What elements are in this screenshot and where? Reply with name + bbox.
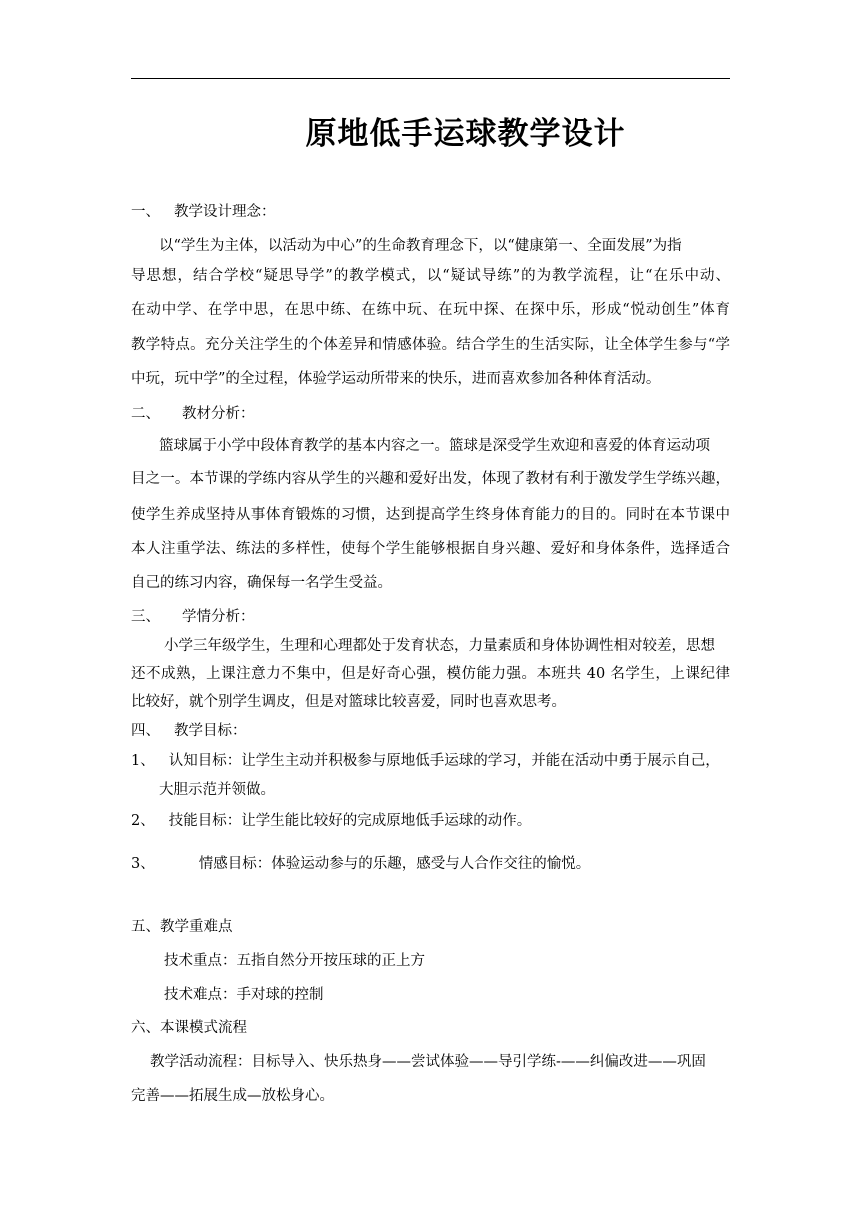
paragraph-line: 中玩，玩中学”的全过程，体验学运动所带来的快乐，进而喜欢参加各种体育活动。	[131, 371, 661, 387]
paragraph-line: 教学活动流程：目标导入、快乐热身——尝试体验——导引学练-——纠偏改进——巩固	[150, 1054, 706, 1070]
section-heading-text: 教学设计理念：	[174, 204, 276, 220]
paragraph-line: 目之一。本节课的学练内容从学生的兴趣和爱好出发，体现了教材有利于激发学生学练兴趣，	[131, 471, 730, 487]
paragraph-line: 使学生养成坚持从事体育锻炼的习惯，达到提高学生终身体育能力的目的。同时在本节课中	[131, 507, 730, 523]
objective-item-1-continuation: 大胆示范并领做。	[159, 782, 275, 798]
section-number: 四、	[131, 723, 160, 739]
paragraph-line: 导思想，结合学校“疑思导学”的教学模式，以“疑试导练”的为教学流程，让“在乐中动、	[131, 268, 730, 284]
section-number: 一、	[131, 204, 160, 220]
objective-item-1	[131, 751, 720, 771]
item-number: 1、	[131, 753, 155, 769]
item-text: 技能目标：让学生能比较好的完成原地低手运球的动作。	[168, 813, 532, 829]
item-text: 认知目标：让学生主动并积极参与原地低手运球的学习，并能在活动中勇于展示自己，	[168, 753, 720, 769]
objective-item-2	[131, 811, 531, 831]
section-heading-3	[131, 607, 255, 627]
difficult-point-line: 技术难点：手对球的控制	[164, 987, 324, 1003]
section-heading-1	[131, 202, 276, 222]
paragraph-line: 比较好，就个别学生调皮，但是对篮球比较喜爱，同时也喜欢思考。	[131, 694, 566, 710]
section-heading-5: 五、教学重难点	[131, 919, 233, 935]
section-number: 三、	[131, 609, 160, 625]
item-number: 3、	[131, 856, 155, 872]
key-point-line: 技术重点：五指自然分开按压球的正上方	[164, 953, 425, 969]
header-rule	[131, 78, 730, 79]
paragraph-line: 小学三年级学生，生理和心理都处于发育状态，力量素质和身体协调性相对较差，思想	[164, 638, 715, 654]
section-heading-text: 教材分析：	[182, 406, 255, 422]
paragraph-line: 自己的练习内容，确保每一名学生受益。	[131, 575, 392, 591]
paragraph-line: 篮球属于小学中段体育教学的基本内容之一。篮球是深受学生欢迎和喜爱的体育运动项	[159, 438, 710, 454]
section-heading-6: 六、本课模式流程	[131, 1020, 247, 1036]
objective-item-3	[131, 854, 590, 874]
paragraph-line: 以“学生为主体，以活动为中心”的生命教育理念下，以“健康第一、全面发展”为指	[159, 238, 682, 254]
paragraph-line: 在动中学、在学中思，在思中练、在练中玩、在玩中探、在探中乐，形成“悦动创生”体育	[131, 302, 730, 318]
paragraph-line: 还不成熟，上课注意力不集中，但是好奇心强，模仿能力强。本班共 40 名学生，上课纪律	[131, 666, 730, 682]
paragraph-line: 完善——拓展生成—放松身心。	[131, 1088, 334, 1104]
item-text: 情感目标：体验运动参与的乐趣，感受与人合作交往的愉悦。	[198, 856, 591, 872]
section-number: 二、	[131, 406, 160, 422]
section-heading-4	[131, 721, 247, 741]
section-heading-text: 教学目标：	[174, 723, 247, 739]
paragraph-line: 教学特点。充分关注学生的个体差异和情感体验。结合学生的生活实际，让全体学生参与“学	[131, 337, 730, 353]
section-heading-2	[131, 404, 255, 424]
document-title: 原地低手运球教学设计	[305, 116, 626, 152]
item-number: 2、	[131, 813, 155, 829]
section-heading-text: 学情分析：	[182, 609, 255, 625]
paragraph-line: 本人注重学法、练法的多样性，使每个学生能够根据自身兴趣、爱好和身体条件，选择适合	[131, 541, 730, 557]
